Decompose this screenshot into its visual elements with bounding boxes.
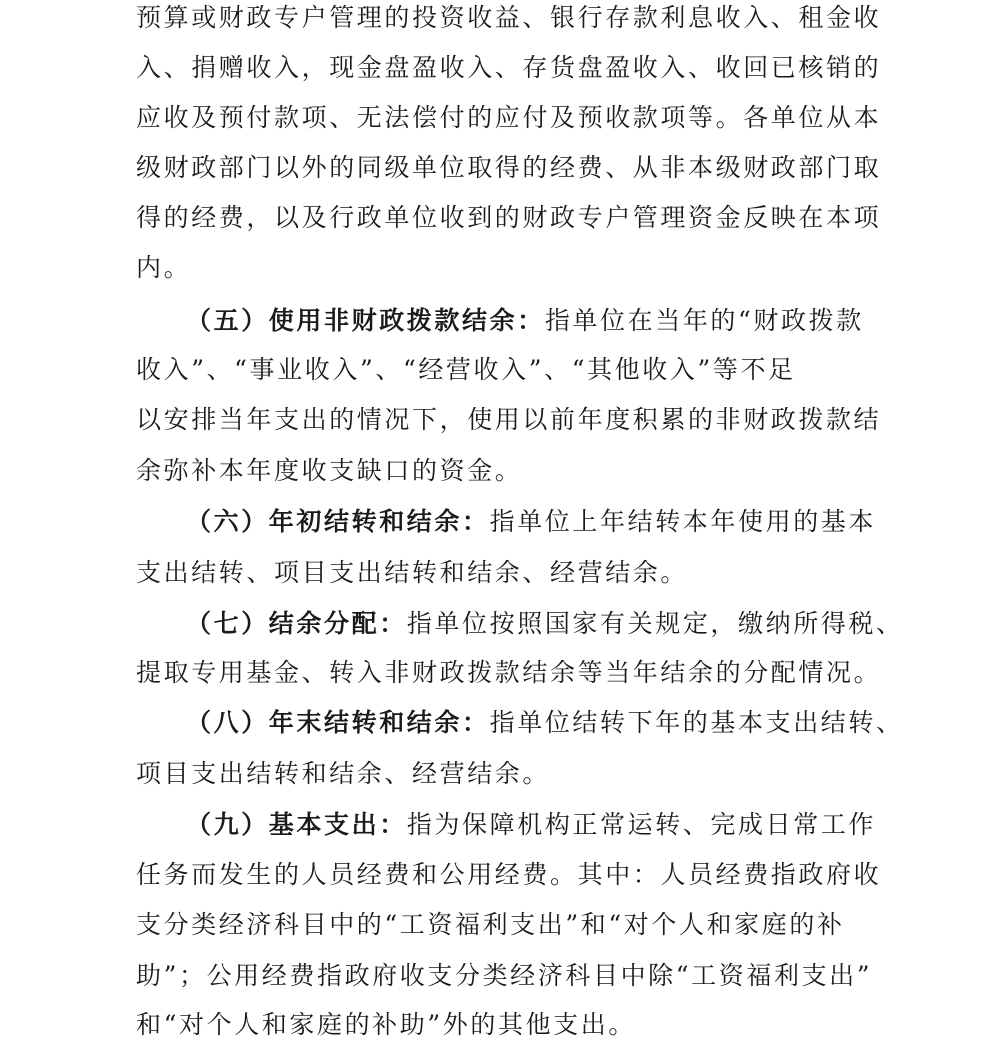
text-line: 余弥补本年度收支缺口的资金。: [136, 456, 523, 485]
definition-text: 指单位上年结转本年使用的基本: [489, 507, 877, 536]
text-line: 助”；公用经费指政府收支分类经济科目中除“工资福利支出”: [136, 961, 873, 990]
text-line: 任务而发生的人员经费和公用经费。其中：人员经费指政府收: [136, 860, 882, 889]
text-line: 得的经费，以及行政单位收到的财政专户管理资金反映在本项: [136, 203, 882, 232]
text-line: 和“对个人和家庭的补助”外的其他支出。: [136, 1010, 636, 1039]
text-line: 收入”、“事业收入”、“经营收入”、“其他收入”等不足: [136, 355, 796, 384]
text-line: [186, 810, 946, 840]
text-line: [186, 708, 946, 738]
text-line: 预算或财政专户管理的投资收益、银行存款利息收入、租金收: [136, 3, 882, 32]
definition-text: 指为保障机构正常运转、完成日常工作: [406, 810, 877, 839]
term-heading: （八）年末结转和结余：: [186, 708, 490, 737]
text-line: 以安排当年支出的情况下，使用以前年度积累的非财政拨款结: [136, 405, 882, 434]
text-line: 项目支出结转和结余、经营结余。: [136, 759, 551, 788]
text-line: 支分类经济科目中的“工资福利支出”和“对个人和家庭的补: [136, 910, 845, 939]
text-line: 支出结转、项目支出结转和结余、经营结余。: [136, 558, 689, 587]
text-line: [186, 507, 946, 537]
text-line: 级财政部门以外的同级单位取得的经费、从非本级财政部门取: [136, 153, 882, 182]
term-heading: （五）使用非财政拨款结余：: [186, 306, 545, 335]
text-line: 入、捐赠收入，现金盘盈收入、存货盘盈收入、收回已核销的: [136, 53, 882, 82]
definition-text: 指单位在当年的“财政拨款: [544, 306, 864, 335]
term-heading: （九）基本支出：: [186, 810, 407, 839]
definition-text: 指单位结转下年的基本支出结转、: [489, 708, 904, 737]
term-heading: （六）年初结转和结余：: [186, 507, 490, 536]
text-line: 内。: [136, 253, 192, 282]
text-line: 应收及预付款项、无法偿付的应付及预收款项等。各单位从本: [136, 103, 882, 132]
term-heading: （七）结余分配：: [186, 609, 407, 638]
text-line: 提取专用基金、转入非财政拨款结余等当年结余的分配情况。: [136, 658, 882, 687]
definition-text: 指单位按照国家有关规定，缴纳所得税、: [406, 609, 904, 638]
text-line: [186, 306, 946, 336]
text-line: [186, 609, 946, 639]
